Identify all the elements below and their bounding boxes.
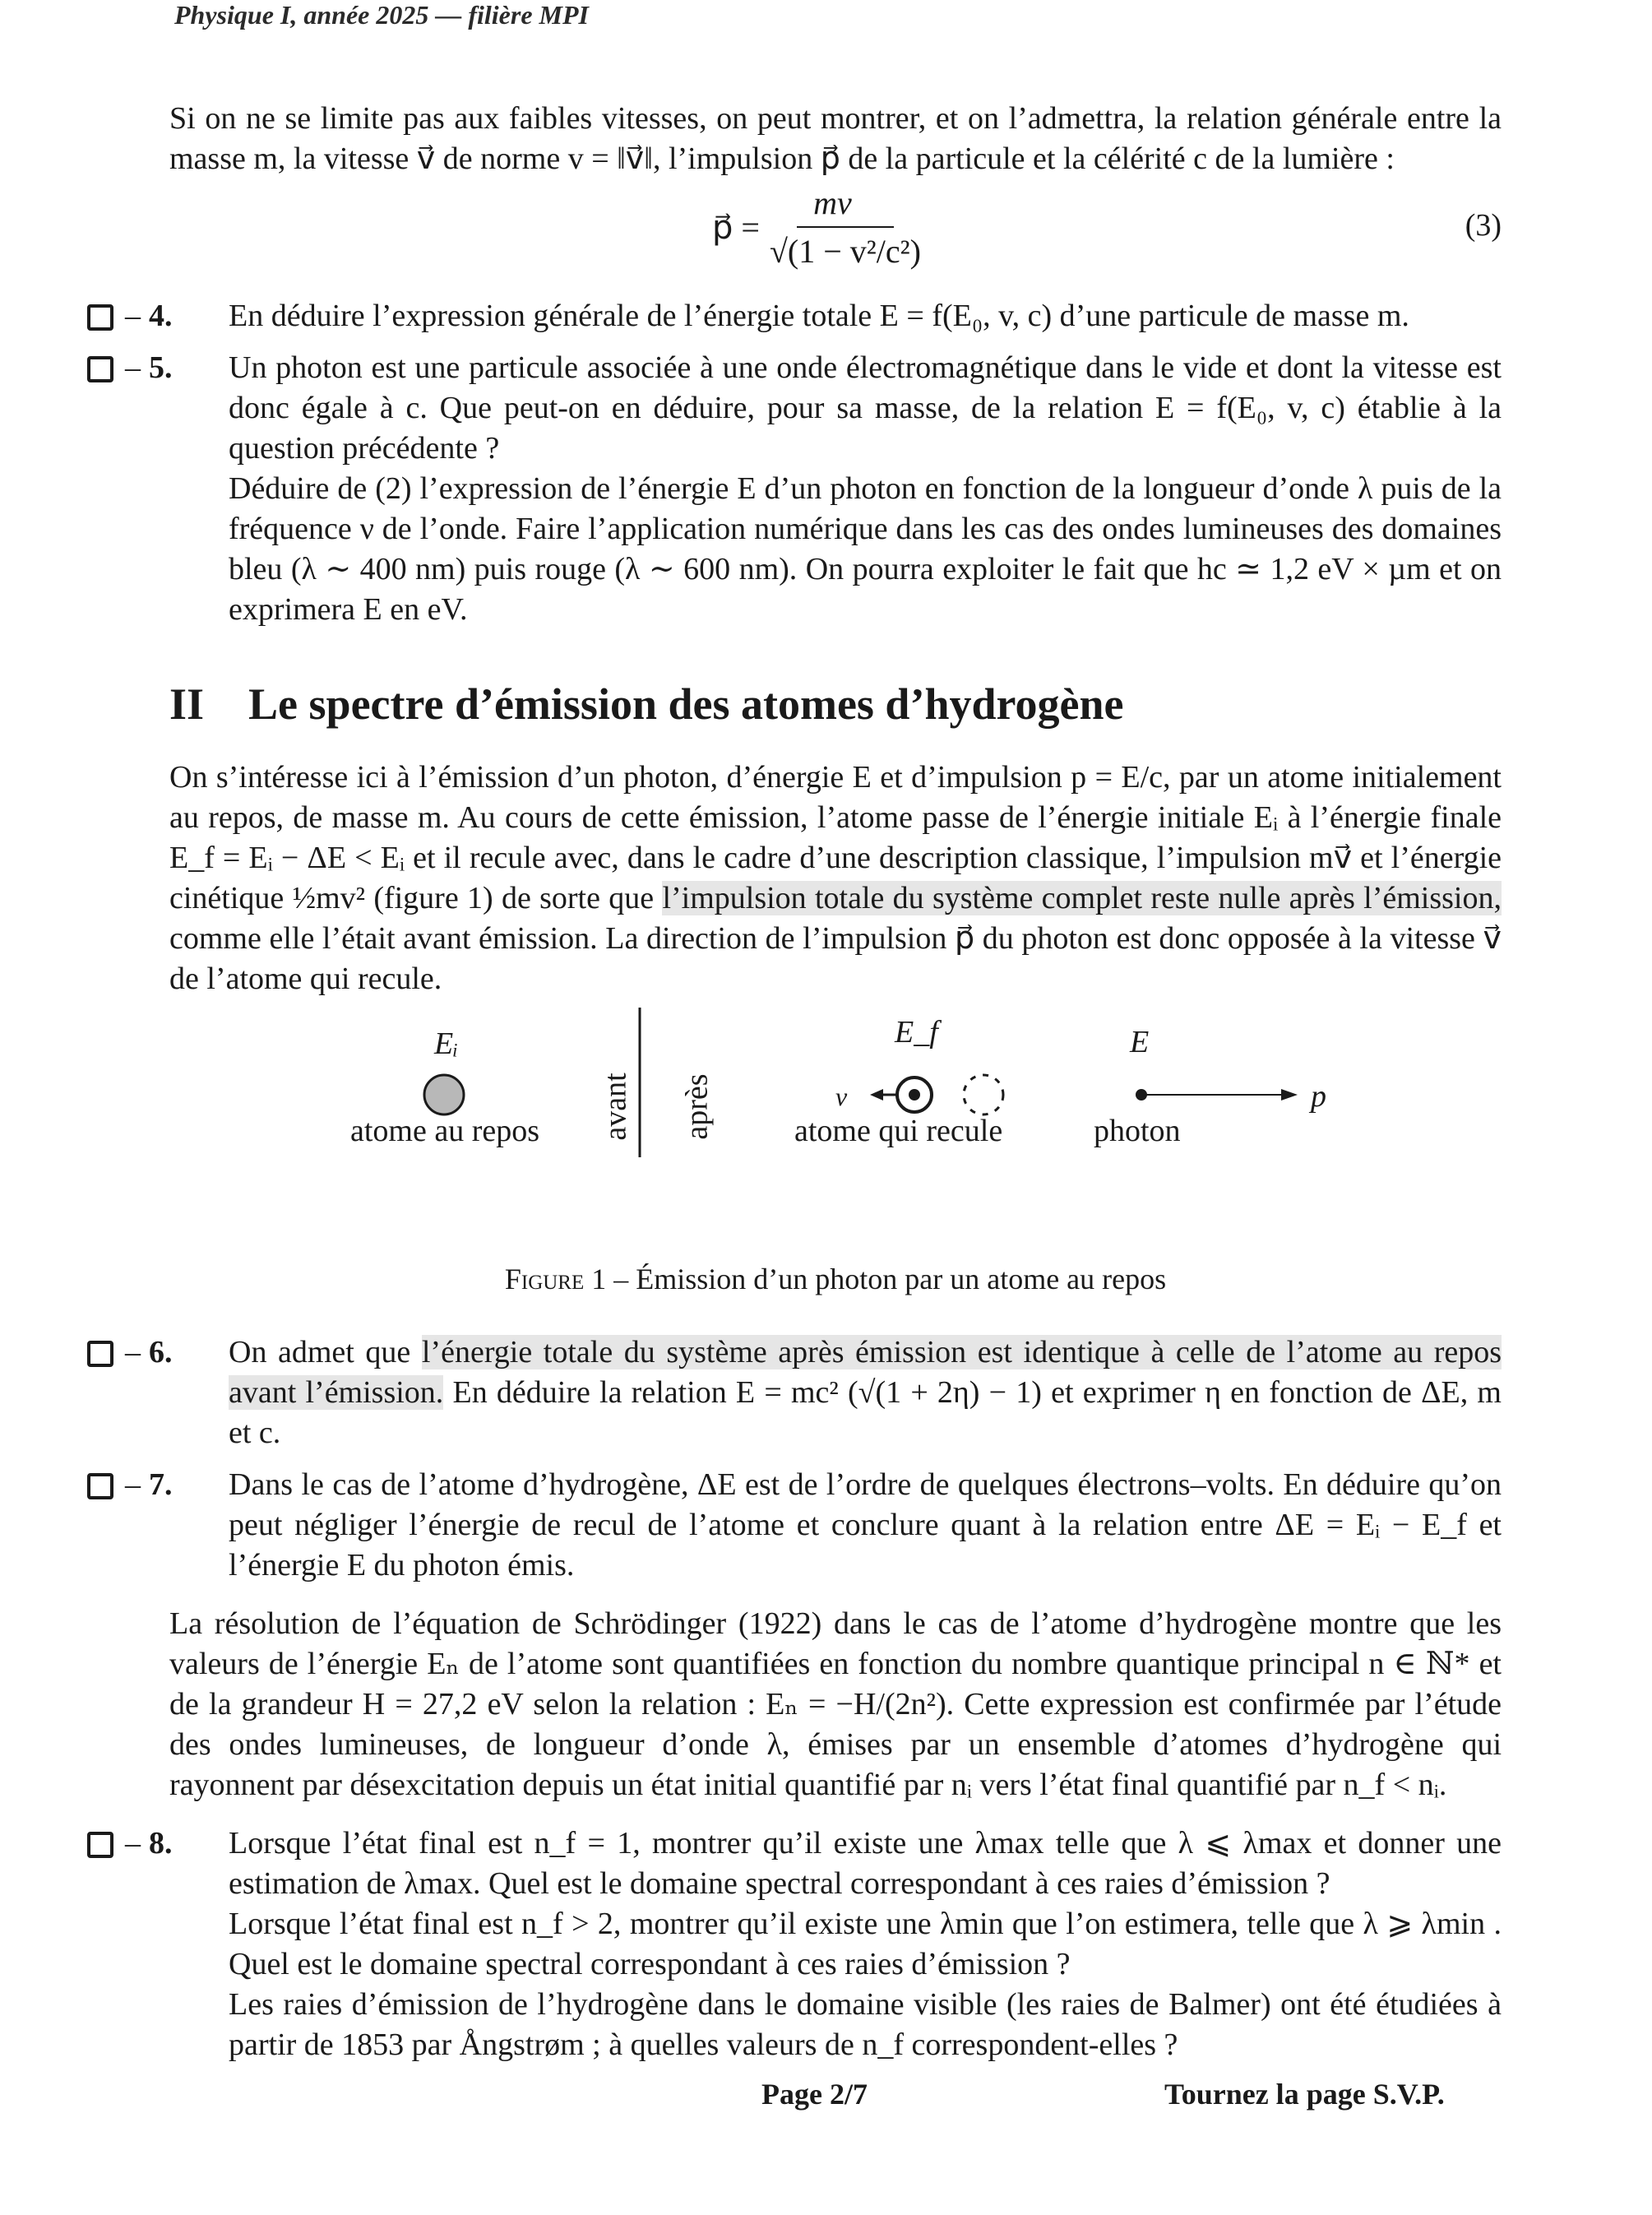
equation-numerator: mv⃗ — [797, 183, 894, 228]
question-text-3: Les raies d’émission de l’hydrogène dans le domaine visible (les raies de Balmer) ont été étudiées à partir de 1853 par Ångstrøm ; à quelles valeurs de n_f correspondent-elles ? — [229, 1987, 1502, 2062]
atom-rest-icon — [424, 1075, 464, 1114]
question-text: Lorsque l’état final est n_f = 1, montrer qu’il existe une λmax telle que λ ⩽ λmax et donner une estimation de λmax. Quel est le domaine spectral correspondant à ces raies d’émission ? — [229, 1826, 1502, 1901]
question-7 — [0, 1465, 1502, 1586]
equation-fraction — [770, 183, 921, 271]
label-avant: avant — [598, 1073, 633, 1141]
section-heading — [169, 679, 1502, 729]
question-text: En déduire l’expression générale de l’énergie totale E = f(E₀, v, c) d’une particule de masse m. — [229, 299, 1409, 333]
label-p: p⃗ — [1311, 1079, 1351, 1114]
photon-arrow-head — [1281, 1089, 1298, 1101]
question-number: – 8. — [125, 1826, 173, 1861]
figure-1 — [169, 1008, 1502, 1254]
page-header: Physique I, année 2025 — filière MPI — [174, 0, 589, 30]
checkbox-icon — [87, 1473, 113, 1499]
question-text-2: Déduire de (2) l’expression de l’énergie E d’un photon en fonction de la longueur d’onde λ puis de la fréquence ν de l’onde. Faire l’application numérique dans les cas des ondes lumineuses des domaines bleu (λ ∼ 400 nm) puis rouge (λ ∼ 600 nm). On pourra exploiter le fait que hc ≃ 1,2 eV × µm et on exprimera E en eV. — [229, 471, 1502, 627]
figure-caption: Figure 1 – Émission d’un photon par un atome au repos — [504, 1263, 1167, 1295]
checkbox-icon — [87, 356, 113, 382]
question-5 — [0, 348, 1502, 630]
question-number: – 7. — [125, 1467, 173, 1502]
checkbox-icon — [87, 304, 113, 331]
page-number: Page 2/7 — [761, 2078, 868, 2111]
atom-ghost-icon — [964, 1075, 1003, 1114]
label-apres: après — [679, 1073, 715, 1140]
turn-page-note: Tournez la page S.V.P. — [1164, 2078, 1445, 2111]
label-photon: photon — [1094, 1114, 1181, 1148]
label-e: E — [1130, 1025, 1150, 1059]
question-text: On admet que l’énergie totale du système après émission est identique à celle de l’atome au repos avant l’émission. En déduire la relation E = mc² (√(1 + 2η) − 1) et exprimer η en fonction de ΔE, m et c. — [229, 1335, 1502, 1450]
section-numeral: II — [169, 679, 205, 729]
label-atom-rest: atome au repos — [349, 1114, 540, 1148]
section-title: Le spectre d’émission des atomes d’hydrogène — [248, 679, 1124, 729]
question-number: – 4. — [125, 299, 173, 333]
equation-denominator: √(1 − v²/c²) — [769, 233, 921, 270]
question-text: Dans le cas de l’atome d’hydrogène, ΔE est de l’ordre de quelques électrons–volts. En déduire qu’on peut négliger l’énergie de recul de l’atome et conclure quant à la relation entre ΔE = Eᵢ − E_f et l’énergie E du photon émis. — [229, 1467, 1502, 1582]
label-ei: Eᵢ — [434, 1026, 459, 1061]
label-v: v⃗ — [835, 1082, 868, 1111]
recoil-arrow-head — [870, 1089, 883, 1101]
equation-formula — [712, 183, 921, 271]
question-text: Un photon est une particule associée à une onde électromagnétique dans le vide et dont la vitesse est donc égale à c. Que peut-on en déduire, pour sa masse, de la relation E = f(E₀, v, c) établie à la question précédente ? — [229, 350, 1502, 466]
checkbox-icon — [87, 1341, 113, 1367]
page-content — [125, 99, 1502, 2077]
section-paragraph-1: On s’intéresse ici à l’émission d’un photon, d’énergie E et d’impulsion p = E/c, par un atome initialement au repos, de masse m. Au cours de cette émission, l’atome passe de l’énergie initiale Eᵢ à l’énergie finale E_f = Eᵢ − ΔE < Eᵢ et il recule avec, dans le cadre d’une description classique, l’impulsion mv⃗ et l’énergie cinétique ½mv² (figure 1) de sorte que l’impulsion totale du système complet reste nulle après l’émission, comme elle l’était avant émission. La direction de l’impulsion p⃗ du photon est donc opposée à la vitesse v⃗ de l’atome qui recule. — [169, 760, 1502, 996]
highlighted-text: l’énergie totale du système après émission est identique à celle de l’atome au repos avant l’émission. — [229, 1335, 1502, 1410]
question-6 — [0, 1332, 1502, 1453]
checkbox-icon — [87, 1832, 113, 1858]
question-number: – 6. — [125, 1335, 173, 1369]
question-number: – 5. — [125, 350, 173, 385]
intro-paragraph: Si on ne se limite pas aux faibles vitesses, on peut montrer, et on l’admettra, la relation générale entre la masse m, la vitesse v⃗ de norme v = ‖v⃗‖, l’impulsion p⃗ de la particule et la célérité c de la lumière : — [169, 101, 1502, 176]
equation-number: (3) — [1465, 208, 1502, 243]
label-atom-recoil: atome qui recule — [794, 1114, 1003, 1148]
highlighted-text: l’impulsion totale du système complet reste nulle après l’émission, — [662, 881, 1502, 915]
question-text-2: Lorsque l’état final est n_f > 2, montrer qu’il existe une λmin que l’on estimera, telle que λ ⩾ λmin . Quel est le domaine spectral correspondant à ces raies d’émission ? — [229, 1907, 1502, 1981]
equation-lhs: p⃗ = — [712, 208, 760, 246]
equation-3 — [169, 183, 1502, 280]
section-paragraph-2: La résolution de l’équation de Schrödinger (1922) dans le cas de l’atome d’hydrogène montre que les valeurs de l’énergie Eₙ de l’atome sont quantifiées en fonction du nombre quantique principal n ∈ ℕ* et de la grandeur H = 27,2 eV selon la relation : Eₙ = −H/(2n²). Cette expression est confirmée par l’étude des ondes lumineuses, de longueur d’onde λ, émises par un ensemble d’atomes d’hydrogène qui rayonnent par désexcitation depuis un état initial quantifié par nᵢ vers l’état final quantifié par n_f < nᵢ. — [169, 1606, 1502, 1802]
label-ef: E_f — [895, 1015, 938, 1050]
question-8 — [0, 1823, 1502, 2065]
question-4 — [0, 296, 1502, 336]
